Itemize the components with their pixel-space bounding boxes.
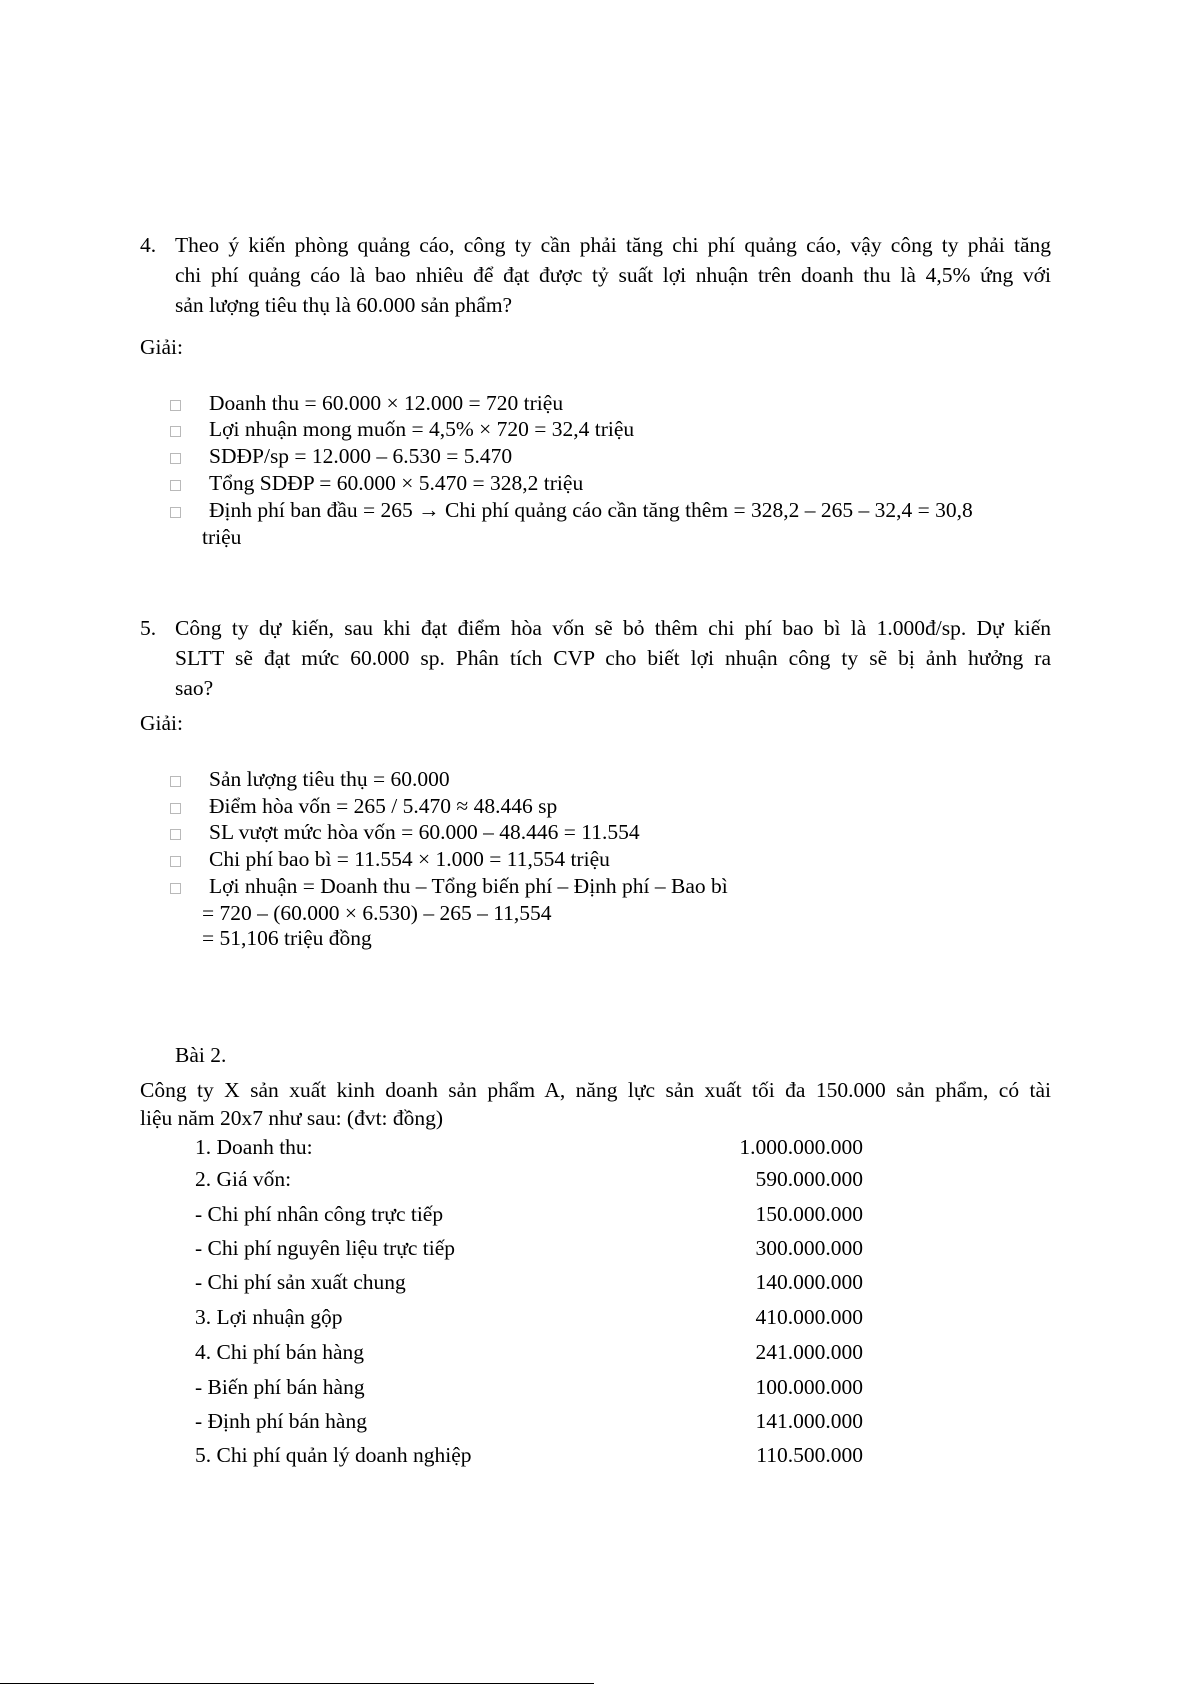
table-row-label: - Biến phí bán hàng [195,1375,365,1399]
bullet-square-icon [170,776,181,787]
table-row-value: 590.000.000 [755,1167,863,1191]
question-5-number: 5. [140,616,157,640]
bullet-square-icon [170,803,181,814]
bullet-square-icon [170,829,181,840]
list-item: Lợi nhuận = Doanh thu – Tổng biến phí – Định phí – Bao bì [209,874,728,898]
table-row-value: 300.000.000 [755,1236,863,1260]
footnote-separator [0,1683,594,1684]
list-item: Sản lượng tiêu thụ = 60.000 [209,767,450,791]
bullet-square-icon [170,507,181,518]
question-4-line-3: sản lượng tiêu thụ là 60.000 sản phẩm? [175,293,513,317]
list-item: Định phí ban đầu = 265 → Chi phí quảng cáo cần tăng thêm = 328,2 – 265 – 32,4 = 30,8 [209,498,973,522]
question-5-line-1: Công ty dự kiến, sau khi đạt điểm hòa vốn sẽ bỏ thêm chi phí bao bì là 1.000đ/sp. Dự kiến [175,616,1051,640]
list-item: Điểm hòa vốn = 265 / 5.470 ≈ 48.446 sp [209,794,558,818]
bai2-intro-line-2: liệu năm 20x7 như sau: (đvt: đồng) [140,1106,444,1130]
table-row-label: - Chi phí sản xuất chung [195,1270,406,1294]
table-row-value: 141.000.000 [755,1409,863,1433]
question-4-line-1: Theo ý kiến phòng quảng cáo, công ty cần phải tăng chi phí quảng cáo, vậy công ty phải tăng [175,233,1051,257]
list-item-continuation: triệu [202,525,242,549]
bullet-square-icon [170,480,181,491]
list-item-continuation: = 720 – (60.000 × 6.530) – 265 – 11,554 [202,901,552,925]
bullet-square-icon [170,400,181,411]
table-row-label: - Chi phí nhân công trực tiếp [195,1202,444,1226]
table-row-label: 3. Lợi nhuận gộp [195,1305,343,1329]
question-5-line-3: sao? [175,676,214,700]
table-row-value: 150.000.000 [755,1202,863,1226]
table-row-value: 241.000.000 [755,1340,863,1364]
section-title: Bài 2. [175,1043,227,1067]
table-row-label: 2. Giá vốn: [195,1167,292,1191]
bullet-square-icon [170,426,181,437]
list-item: Doanh thu = 60.000 × 12.000 = 720 triệu [209,391,564,415]
list-item: Chi phí bao bì = 11.554 × 1.000 = 11,554 triệu [209,847,610,871]
table-row-value: 110.500.000 [756,1443,863,1467]
bullet-square-icon [170,856,181,867]
bullet-square-icon [170,883,181,894]
table-row-value: 140.000.000 [755,1270,863,1294]
table-row-value: 1.000.000.000 [739,1135,863,1159]
table-row-label: 1. Doanh thu: [195,1135,313,1159]
list-item: Tổng SDĐP = 60.000 × 5.470 = 328,2 triệu [209,471,584,495]
question-5-line-2: SLTT sẽ đạt mức 60.000 sp. Phân tích CVP cho biết lợi nhuận công ty sẽ bị ảnh hưởng ra [175,646,1051,670]
bai2-intro-line-1: Công ty X sản xuất kinh doanh sản phẩm A, năng lực sản xuất tối đa 150.000 sản phẩm, có tài [140,1078,1051,1102]
question-4-solution-label: Giải: [140,335,183,359]
table-row-label: 5. Chi phí quản lý doanh nghiệp [195,1443,472,1467]
table-row-value: 100.000.000 [755,1375,863,1399]
table-row-label: - Chi phí nguyên liệu trực tiếp [195,1236,456,1260]
list-item-continuation: = 51,106 triệu đồng [202,926,372,950]
table-row-label: 4. Chi phí bán hàng [195,1340,364,1364]
list-item: SDĐP/sp = 12.000 – 6.530 = 5.470 [209,444,513,468]
table-row-label: - Định phí bán hàng [195,1409,367,1433]
list-item: SL vượt mức hòa vốn = 60.000 – 48.446 = 11.554 [209,820,640,844]
list-item: Lợi nhuận mong muốn = 4,5% × 720 = 32,4 triệu [209,417,635,441]
question-5-solution-label: Giải: [140,711,183,735]
question-4-number: 4. [140,233,157,257]
table-row-value: 410.000.000 [755,1305,863,1329]
bullet-square-icon [170,453,181,464]
question-4-line-2: chi phí quảng cáo là bao nhiêu để đạt được tỷ suất lợi nhuận trên doanh thu là 4,5% ứng với [175,263,1051,287]
